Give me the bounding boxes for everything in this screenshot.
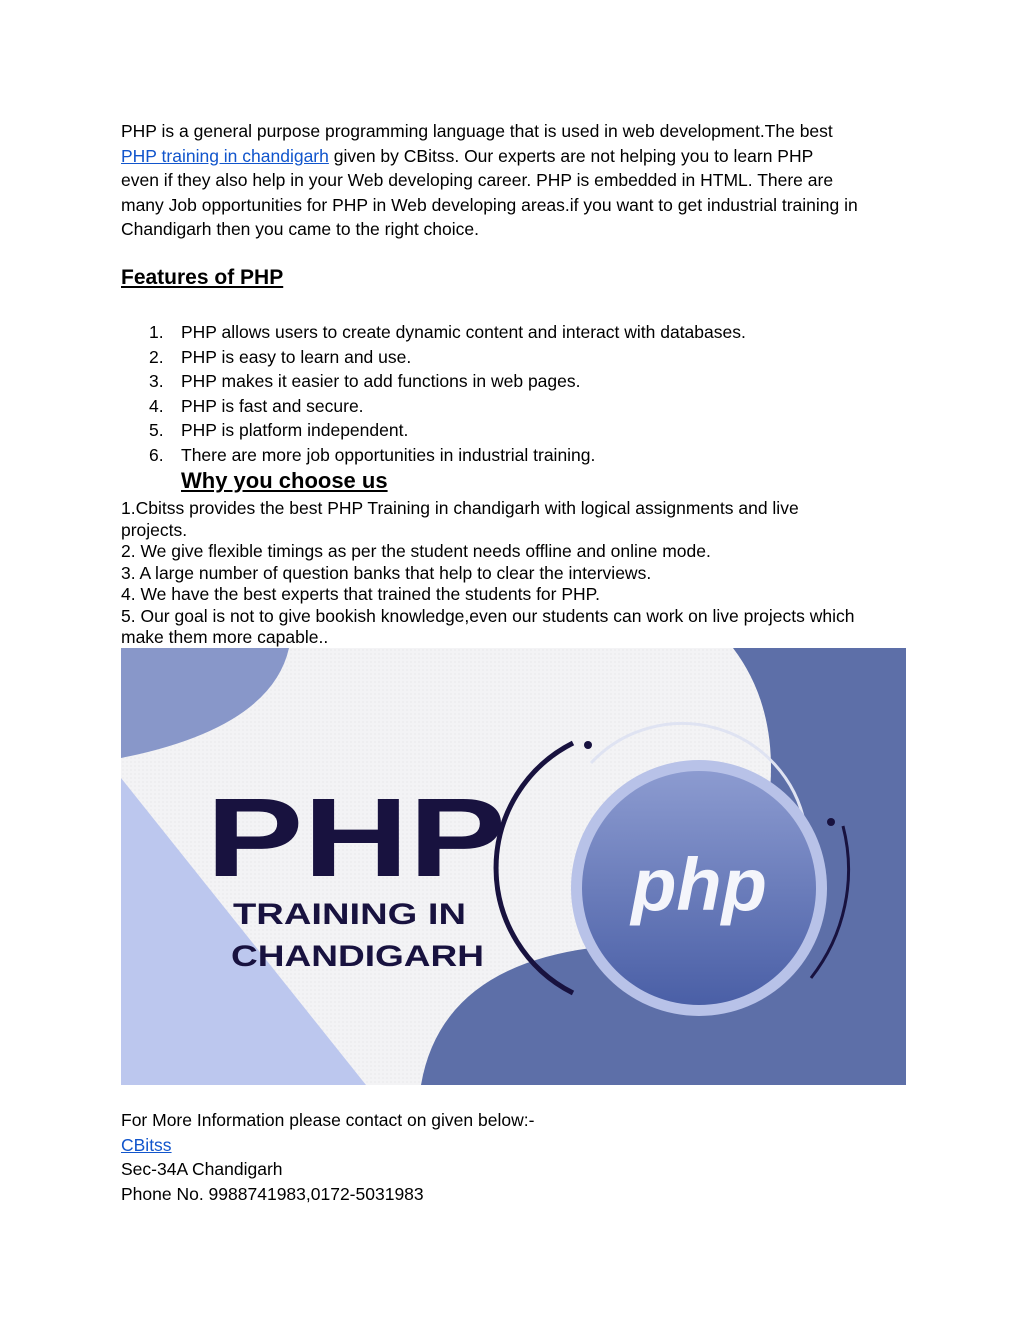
intro-line: even if they also help in your Web developing career. PHP is embedded in HTML. There are bbox=[121, 170, 834, 190]
why-line: 4. We have the best experts that trained the students for PHP. bbox=[121, 584, 600, 604]
contact-link-row bbox=[121, 1133, 534, 1158]
banner-subtitle-line2: CHANDIGARH bbox=[231, 940, 484, 973]
banner-big-title: PHP bbox=[206, 775, 506, 900]
intro-line: many Job opportunities for PHP in Web developing areas.if you want to get industrial training in bbox=[121, 194, 858, 215]
arc-dot bbox=[584, 741, 592, 749]
list-item-text: PHP is platform independent. bbox=[181, 420, 409, 440]
list-item-text: PHP is fast and secure. bbox=[181, 395, 364, 416]
why-line: 1.Cbitss provides the best PHP Training in chandigarh with logical assignments and live bbox=[121, 498, 799, 518]
why-line: 3. A large number of question banks that help to clear the interviews. bbox=[121, 562, 652, 583]
list-number: 2. bbox=[149, 346, 164, 367]
list-item bbox=[121, 418, 746, 443]
cbitss-link[interactable]: CBitss bbox=[121, 1134, 172, 1155]
contact-address: Sec-34A Chandigarh bbox=[121, 1159, 283, 1179]
contact-block bbox=[121, 1108, 534, 1206]
contact-phone: Phone No. 9988741983,0172-5031983 bbox=[121, 1183, 424, 1204]
intro-line: PHP is a general purpose programming language that is used in web development.The best bbox=[121, 121, 833, 141]
list-item bbox=[121, 394, 746, 419]
list-item bbox=[121, 369, 746, 394]
php-training-banner bbox=[121, 648, 906, 1085]
why-line: projects. bbox=[121, 519, 188, 540]
features-heading: Features of PHP bbox=[121, 266, 284, 289]
list-item-text: PHP is easy to learn and use. bbox=[181, 346, 412, 367]
list-item-text: There are more job opportunities in industrial training. bbox=[181, 444, 596, 465]
list-number: 5. bbox=[149, 420, 164, 440]
list-item-text: PHP makes it easier to add functions in web pages. bbox=[181, 371, 581, 391]
php-logo-text: php bbox=[631, 843, 767, 926]
list-number: 6. bbox=[149, 444, 164, 465]
banner-graphic bbox=[121, 648, 906, 1085]
php-training-link[interactable]: PHP training in chandigarh bbox=[121, 145, 329, 166]
list-number: 3. bbox=[149, 371, 164, 391]
intro-paragraph bbox=[121, 119, 911, 242]
why-line: 2. We give flexible timings as per the student needs offline and online mode. bbox=[121, 541, 711, 561]
list-item bbox=[121, 345, 746, 370]
banner-subtitle-line1: TRAINING IN bbox=[233, 898, 466, 931]
why-list bbox=[121, 498, 911, 649]
why-line: make them more capable.. bbox=[121, 627, 329, 647]
list-item-text: PHP allows users to create dynamic content and interact with databases. bbox=[181, 322, 746, 342]
contact-intro: For More Information please contact on given below:- bbox=[121, 1110, 535, 1130]
intro-line: Chandigarh then you came to the right choice. bbox=[121, 219, 479, 239]
why-line: 5. Our goal is not to give bookish knowledge,even our students can work on live projects which bbox=[121, 605, 855, 626]
list-item bbox=[121, 443, 746, 468]
list-number: 1. bbox=[149, 322, 164, 342]
intro-line-rest: given by CBitss. Our experts are not helping you to learn PHP bbox=[328, 145, 814, 166]
features-list bbox=[121, 320, 746, 467]
right-arc-dot bbox=[827, 818, 835, 826]
list-number: 4. bbox=[149, 395, 164, 416]
list-item bbox=[121, 320, 746, 345]
why-heading: Why you choose us bbox=[181, 468, 388, 493]
intro-line bbox=[121, 144, 911, 169]
